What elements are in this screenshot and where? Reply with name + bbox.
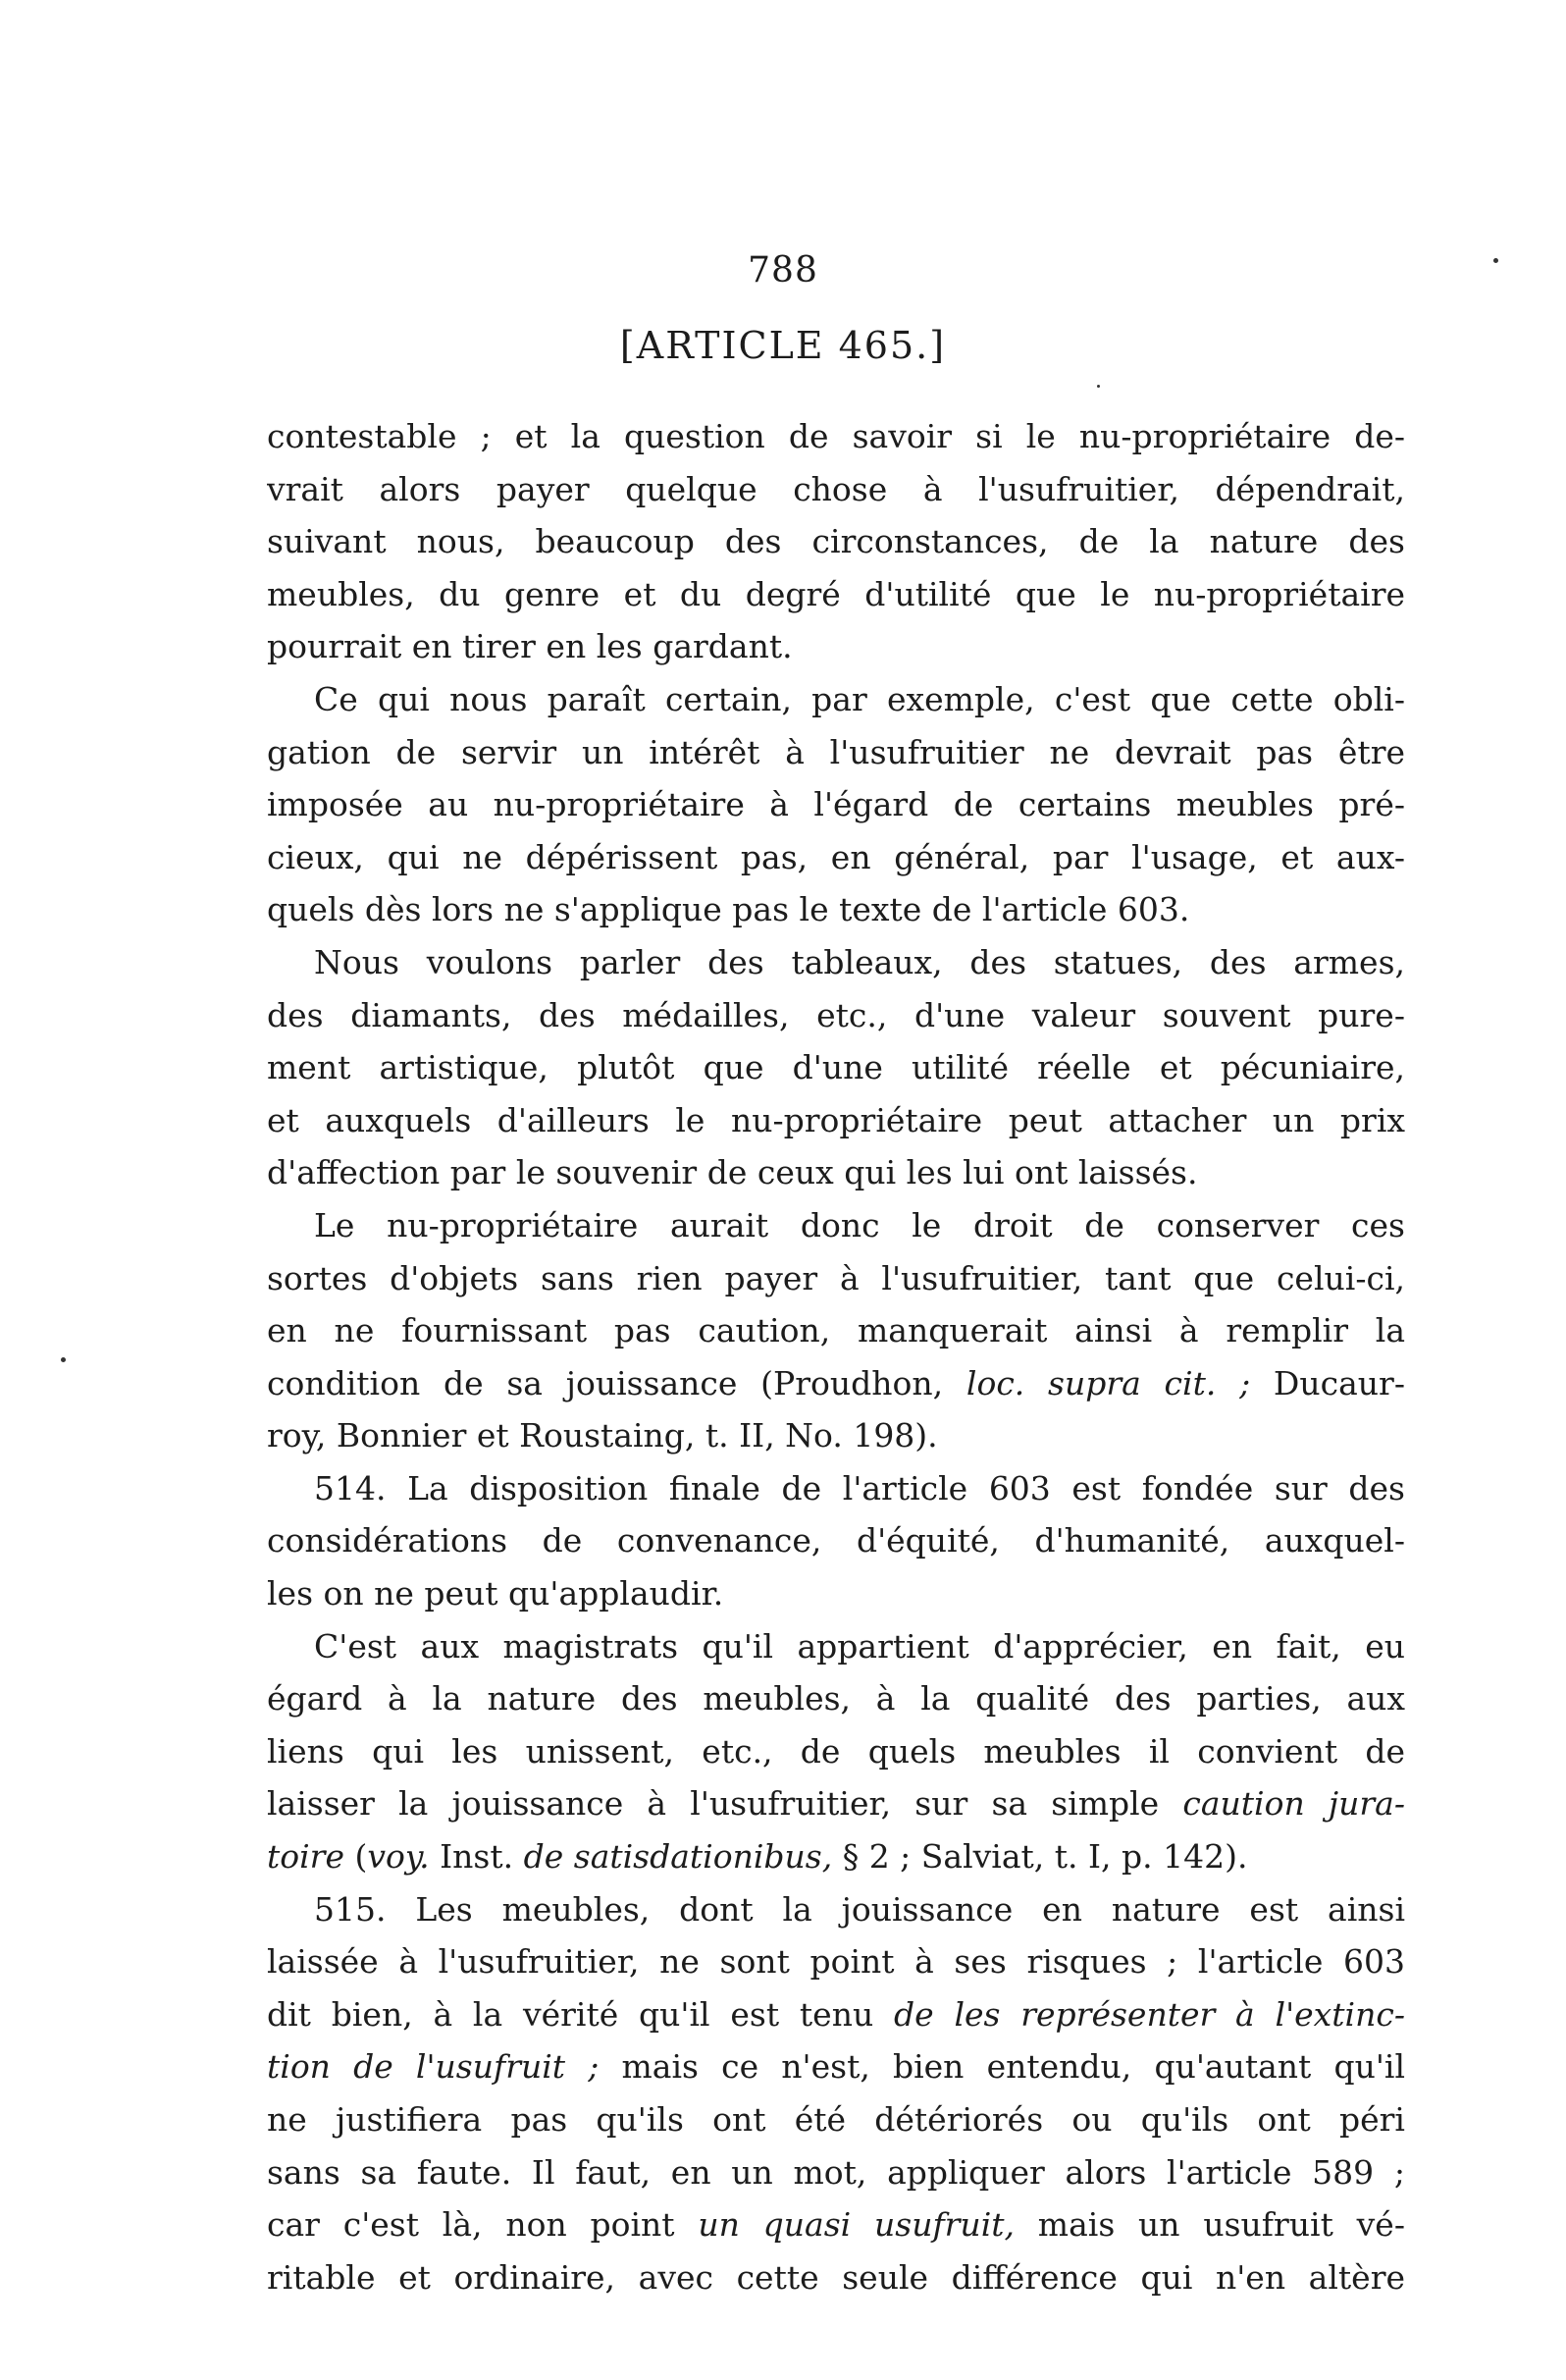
- text-line: vrait alors payer quelque chose à l'usufruitier, dépendrait,: [267, 469, 1405, 508]
- body-text: [267, 410, 1405, 2303]
- text-line: Ce qui nous paraît certain, par exemple, c'est que cette obli-: [314, 679, 1405, 718]
- text-line: égard à la nature des meubles, à la qualité des parties, aux: [267, 1679, 1405, 1719]
- text-run: laisser la jouissance à l'usufruitier, sur sa simple: [267, 1784, 1183, 1824]
- scan-speck: [1493, 258, 1498, 263]
- text-line: des diamants, des médailles, etc., d'une valeur souvent pure-: [267, 995, 1405, 1034]
- text-line: 514. La disposition finale de l'article 603 est fondée sur des: [314, 1468, 1405, 1507]
- text-line: [267, 1777, 1405, 1830]
- paragraph: [267, 1462, 1405, 1620]
- text-line: ritable et ordinaire, avec cette seule différence qui n'en altère: [267, 2257, 1405, 2297]
- paragraph: [267, 1199, 1405, 1462]
- text-run: mais un usufruit vé-: [1015, 2205, 1405, 2245]
- text-line: en ne fournissant pas caution, manquerait ainsi à remplir la: [267, 1311, 1405, 1350]
- text-line: gation de servir un intérêt à l'usufruitier ne devrait pas être: [267, 732, 1405, 771]
- scan-speck: [61, 1357, 66, 1362]
- text-line: laissée à l'usufruitier, ne sont point à ses risques ; l'article 603: [267, 1942, 1405, 1982]
- text-run: mais ce n'est, bien entendu, qu'autant qu'il: [599, 2047, 1405, 2087]
- text-line: [267, 1988, 1405, 2041]
- text-line: sortes d'objets sans rien payer à l'usufruitier, tant que celui-ci,: [267, 1258, 1405, 1297]
- text-line: contestable ; et la question de savoir si le nu-propriétaire de-: [267, 417, 1405, 455]
- text-line: cieux, qui ne dépérissent pas, en général, par l'usage, et aux-: [267, 837, 1405, 876]
- text-line: [267, 1830, 1405, 1883]
- text-run: § 2 ; Salviat, t. I, p. 142).: [832, 1837, 1248, 1877]
- text-line: sans sa faute. Il faut, en un mot, appliquer alors l'article 589 ;: [267, 2152, 1405, 2192]
- paragraph: [267, 1883, 1405, 2304]
- term-italic: voy.: [367, 1837, 430, 1877]
- citation-italic: loc. supra cit. ;: [966, 1363, 1251, 1402]
- text-line: roy, Bonnier et Roustaing, t. II, No. 198).: [267, 1416, 938, 1455]
- text-line: 515. Les meubles, dont la jouissance en nature est ainsi: [314, 1889, 1405, 1929]
- text-line: [267, 2040, 1405, 2093]
- paragraph: [267, 673, 1405, 936]
- scan-speck: [1097, 385, 1100, 388]
- term-italic: toire: [267, 1837, 344, 1877]
- text-line: ment artistique, plutôt que d'une utilité réelle et pécuniaire,: [267, 1048, 1405, 1087]
- term-italic: un quasi usufruit,: [698, 2205, 1015, 2245]
- text-line: d'affection par le souvenir de ceux qui les lui ont laissés.: [267, 1153, 1198, 1192]
- text-run: Ducaur-: [1250, 1363, 1405, 1402]
- text-line: suivant nous, beaucoup des circonstances, de la nature des: [267, 522, 1405, 561]
- text-line: meubles, du genre et du degré d'utilité que le nu-propriétaire: [267, 574, 1405, 613]
- quote-italic: de les représenter à l'extinc-: [894, 1994, 1405, 2034]
- paragraph: [267, 1620, 1405, 1883]
- term-italic: caution jura-: [1182, 1784, 1405, 1824]
- text-run: car c'est là, non point: [267, 2205, 699, 2245]
- text-line: C'est aux magistrats qu'il appartient d'apprécier, en fait, eu: [314, 1626, 1405, 1666]
- text-line: Nous voulons parler des tableaux, des statues, des armes,: [314, 942, 1405, 981]
- text-run: dit bien, à la vérité qu'il est tenu: [267, 1994, 894, 2034]
- page-number: 788: [748, 250, 818, 291]
- text-line: ne justifiera pas qu'ils ont été détériorés ou qu'ils ont péri: [267, 2100, 1405, 2139]
- text-line: considérations de convenance, d'équité, d'humanité, auxquel-: [267, 1521, 1405, 1560]
- text-run: (: [344, 1837, 368, 1877]
- text-run: condition de sa jouissance (Proudhon,: [267, 1363, 966, 1402]
- text-line: [267, 2198, 1405, 2251]
- text-line: imposée au nu-propriétaire à l'égard de certains meubles pré-: [267, 785, 1405, 824]
- text-line: Le nu-propriétaire aurait donc le droit de conserver ces: [314, 1205, 1405, 1244]
- quote-italic: tion de l'usufruit ;: [267, 2047, 600, 2087]
- text-line: liens qui les unissent, etc., de quels meubles il convient de: [267, 1731, 1405, 1771]
- paragraph: [267, 410, 1405, 673]
- running-head: [ARTICLE 465.]: [619, 324, 947, 367]
- paragraph: [267, 936, 1405, 1199]
- term-italic: de satisdationibus,: [523, 1837, 833, 1877]
- text-run: Inst.: [429, 1837, 524, 1877]
- text-line: [267, 1357, 1405, 1410]
- text-line: et auxquels d'ailleurs le nu-propriétaire peut attacher un prix: [267, 1100, 1405, 1139]
- text-line: quels dès lors ne s'applique pas le texte de l'article 603.: [267, 890, 1190, 929]
- text-line: pourrait en tirer en les gardant.: [267, 627, 793, 666]
- text-line: les on ne peut qu'applaudir.: [267, 1574, 724, 1613]
